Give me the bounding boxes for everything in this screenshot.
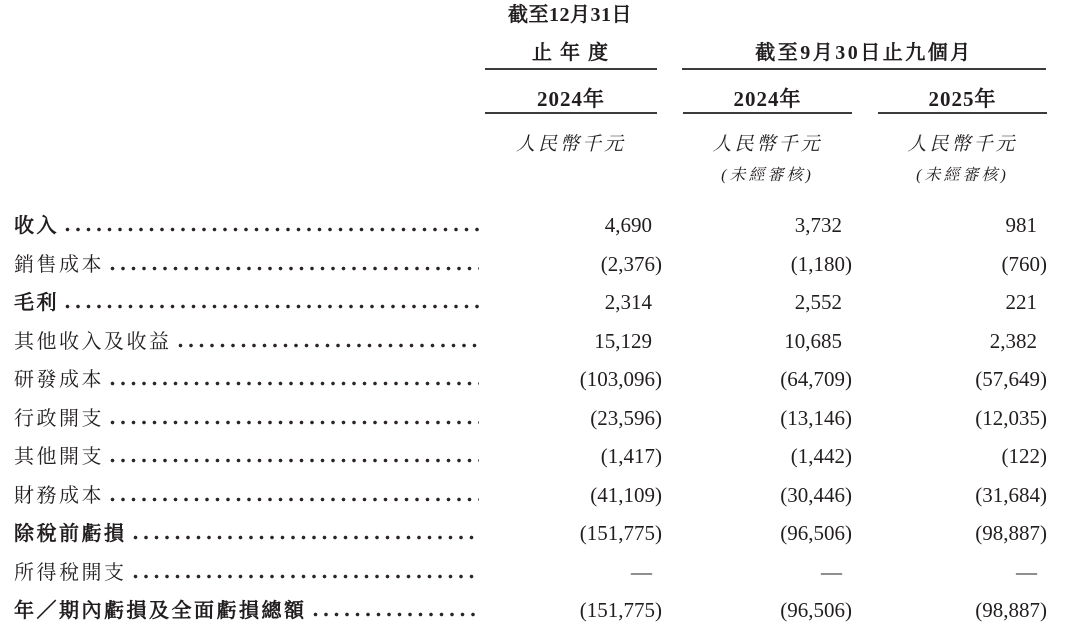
- value-9m2024: (13,146): [780, 406, 852, 430]
- row-label: 年／期內虧損及全面虧損總額: [14, 600, 307, 622]
- currency-unit-label-col2: 人民幣千元: [712, 134, 823, 155]
- row-label: 財務成本: [14, 485, 104, 507]
- period-header-nine-months: 截至9月30日止九個月: [755, 42, 973, 64]
- value-9m2025: (57,649): [975, 367, 1047, 391]
- dot-leader: [110, 497, 479, 502]
- table-row: [14, 212, 1047, 238]
- value-9m2024: (96,506): [780, 598, 852, 622]
- table-row: [14, 597, 1047, 623]
- value-fy2024: (151,775): [579, 521, 662, 545]
- dot-leader: [65, 227, 479, 232]
- table-row: [14, 520, 1047, 546]
- value-9m2025: (760): [1001, 252, 1047, 276]
- value-9m2024: (1,442): [790, 444, 852, 468]
- value-fy2024: 4,690: [604, 213, 652, 237]
- value-9m2025: 981: [1005, 213, 1037, 237]
- value-9m2024: (96,506): [780, 521, 852, 545]
- row-label: 其他收入及收益: [14, 331, 172, 353]
- header-rule-fy: [485, 68, 657, 70]
- year-header-fy2024: 2024年: [537, 87, 605, 111]
- value-9m2024: (64,709): [780, 367, 852, 391]
- row-label: 其他開支: [14, 446, 104, 468]
- unaudited-label-col3: (未經審核): [916, 167, 1009, 184]
- value-fy2024: (151,775): [579, 598, 662, 622]
- value-9m2025: (122): [1001, 444, 1047, 468]
- value-9m2025: (98,887): [975, 598, 1047, 622]
- year-header-9m2024: 2024年: [733, 87, 802, 111]
- value-9m2025: 2,382: [989, 329, 1037, 353]
- dot-leader: [313, 612, 480, 617]
- year-rule-9m2024: [683, 112, 852, 114]
- dot-leader: [133, 535, 480, 540]
- dot-leader: [110, 420, 479, 425]
- dot-leader: [110, 381, 479, 386]
- dot-leader: [110, 266, 479, 271]
- value-fy2024: (1,417): [600, 444, 662, 468]
- value-fy2024: 15,129: [594, 329, 652, 353]
- row-label: 研發成本: [14, 369, 104, 391]
- value-fy2024: 2,314: [604, 290, 652, 314]
- value-fy2024: —: [631, 560, 652, 584]
- value-9m2025: (12,035): [975, 406, 1047, 430]
- value-9m2024: —: [821, 560, 842, 584]
- table-row: [14, 366, 1047, 392]
- row-label: 銷售成本: [14, 254, 104, 276]
- row-label: 行政開支: [14, 408, 104, 430]
- table-row: [14, 482, 1047, 508]
- value-fy2024: (41,109): [590, 483, 662, 507]
- period-header-fy-line1: 截至12月31日: [508, 4, 632, 26]
- dot-leader: [110, 458, 479, 463]
- dot-leader: [133, 574, 480, 579]
- unaudited-label-col2: (未經審核): [721, 167, 814, 184]
- year-header-9m2025: 2025年: [928, 87, 997, 111]
- value-fy2024: (23,596): [590, 406, 662, 430]
- table-row: [14, 251, 1047, 277]
- currency-unit-label-col1: 人民幣千元: [515, 134, 626, 155]
- value-9m2025: (98,887): [975, 521, 1047, 545]
- table-row: [14, 289, 1047, 315]
- value-fy2024: (2,376): [600, 252, 662, 276]
- value-9m2024: 3,732: [794, 213, 842, 237]
- dot-leader: [178, 343, 480, 348]
- row-label: 除稅前虧損: [14, 523, 127, 545]
- row-label: 毛利: [14, 292, 59, 314]
- value-9m2024: (1,180): [790, 252, 852, 276]
- row-label: 收入: [14, 215, 59, 237]
- value-9m2024: (30,446): [780, 483, 852, 507]
- table-row: [14, 405, 1047, 431]
- table-row: [14, 328, 1047, 354]
- row-label: 所得稅開支: [14, 562, 127, 584]
- header-rule-nine-months: [682, 68, 1046, 70]
- value-9m2025: 221: [1005, 290, 1037, 314]
- value-9m2024: 2,552: [794, 290, 842, 314]
- period-header-fy-line2: 止年度: [532, 42, 616, 64]
- year-rule-9m2025: [878, 112, 1047, 114]
- value-9m2025: —: [1016, 560, 1037, 584]
- dot-leader: [65, 304, 479, 309]
- table-row: [14, 559, 1047, 585]
- value-9m2025: (31,684): [975, 483, 1047, 507]
- table-row: [14, 443, 1047, 469]
- value-fy2024: (103,096): [579, 367, 662, 391]
- year-rule-fy2024: [485, 112, 657, 114]
- currency-unit-label-col3: 人民幣千元: [907, 134, 1018, 155]
- value-9m2024: 10,685: [784, 329, 842, 353]
